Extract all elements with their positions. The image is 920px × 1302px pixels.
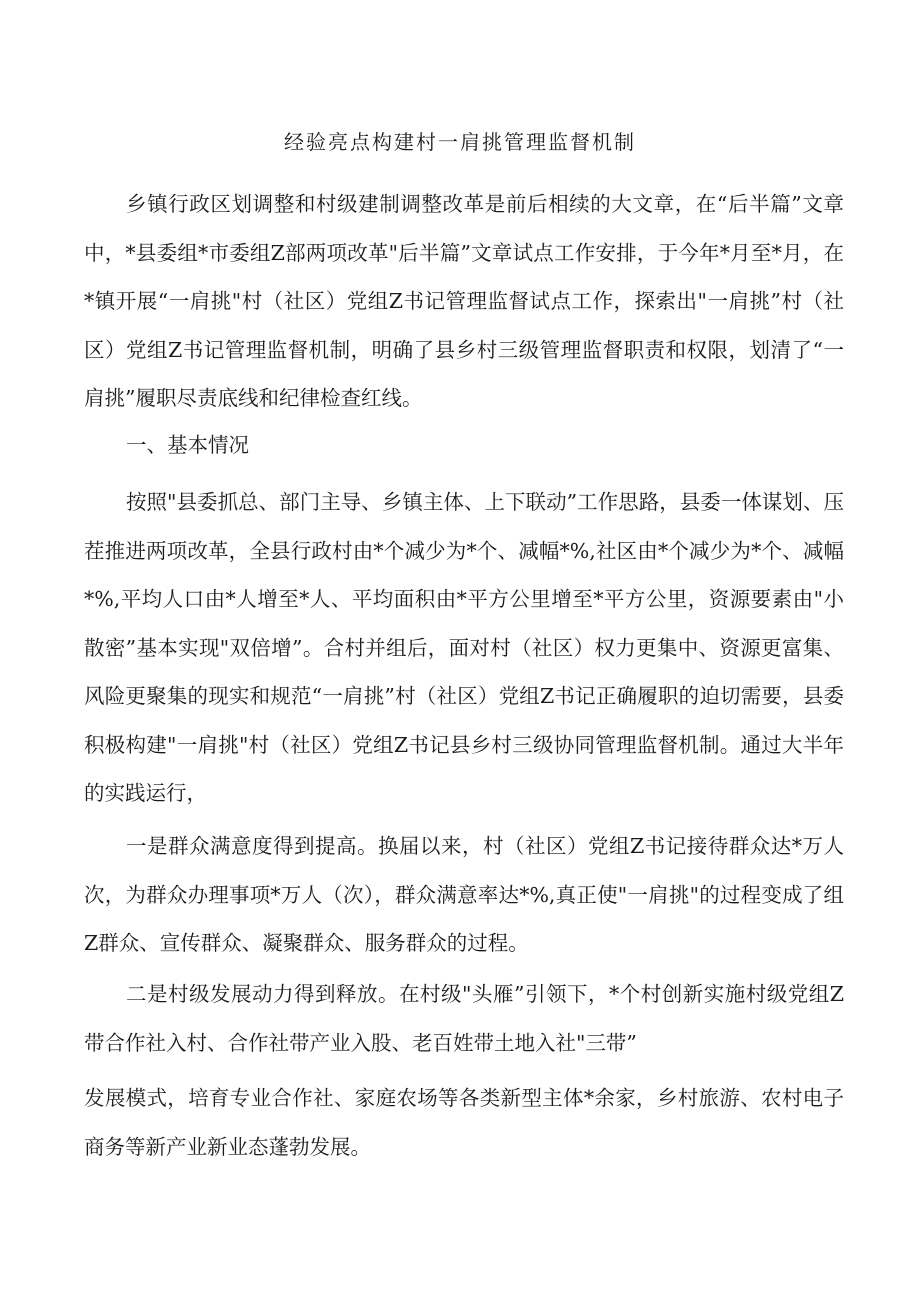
development-paragraph-part2: 发展模式，培育专业合作社、家庭农场等各类新型主体*余家，乡村旅游、农村电子商务等新产业新业态蓬勃发展。	[84, 1086, 844, 1159]
section-heading-basic-situation: 一、基本情况	[126, 433, 249, 457]
development-paragraph-part1: 二是村级发展动力得到释放。在村级"头雁”引领下，*个村创新实施村级党组Z带合作社入村、合作社带产业入股、老百姓带土地入社"三带”	[84, 982, 844, 1055]
intro-paragraph: 乡镇行政区划调整和村级建制调整改革是前后相续的大文章，在“后半篇”文章中，*县委组*市委组Z部两项改革"后半篇”文章试点工作安排，于今年*月至*月，在*镇开展“一肩挑"村（社区）党组Z书记管理监督试点工作，探索出"一肩挑”村（社区）党组Z书记管理监督机制，明确了县乡村三级管理监督职责和权限，划清了“一肩挑”履职尽责底线和纪律检查红线。	[84, 192, 844, 410]
satisfaction-paragraph: 一是群众满意度得到提高。换届以来，村（社区）党组Z书记接待群众达*万人次，为群众办理事项*万人（次），群众满意率达*%,真正使"一肩挑"的过程变成了组Z群众、宣传群众、凝聚群众、服务群众的过程。	[84, 834, 844, 955]
basic-situation-paragraph: 按照"县委抓总、部门主导、乡镇主体、上下联动”工作思路，县委一体谋划、压茬推进两项改革，全县行政村由*个减少为*个、减幅*%,社区由*个减少为*个、减幅*%,平均人口由*人增至*人、平均面积由*平方公里增至*平方公里，资源要素由"小散密”基本实现"双倍增”。合村并组后，面对村（社区）权力更集中、资源更富集、风险更聚集的现实和规范“一肩挑”村（社区）党组Z书记正确履职的迫切需要，县委积极构建"一肩挑"村（社区）党组Z书记县乡村三级协同管理监督机制。通过大半年的实践运行，	[84, 490, 844, 805]
document-title: 经验亮点构建村一肩挑管理监督机制	[284, 130, 636, 154]
